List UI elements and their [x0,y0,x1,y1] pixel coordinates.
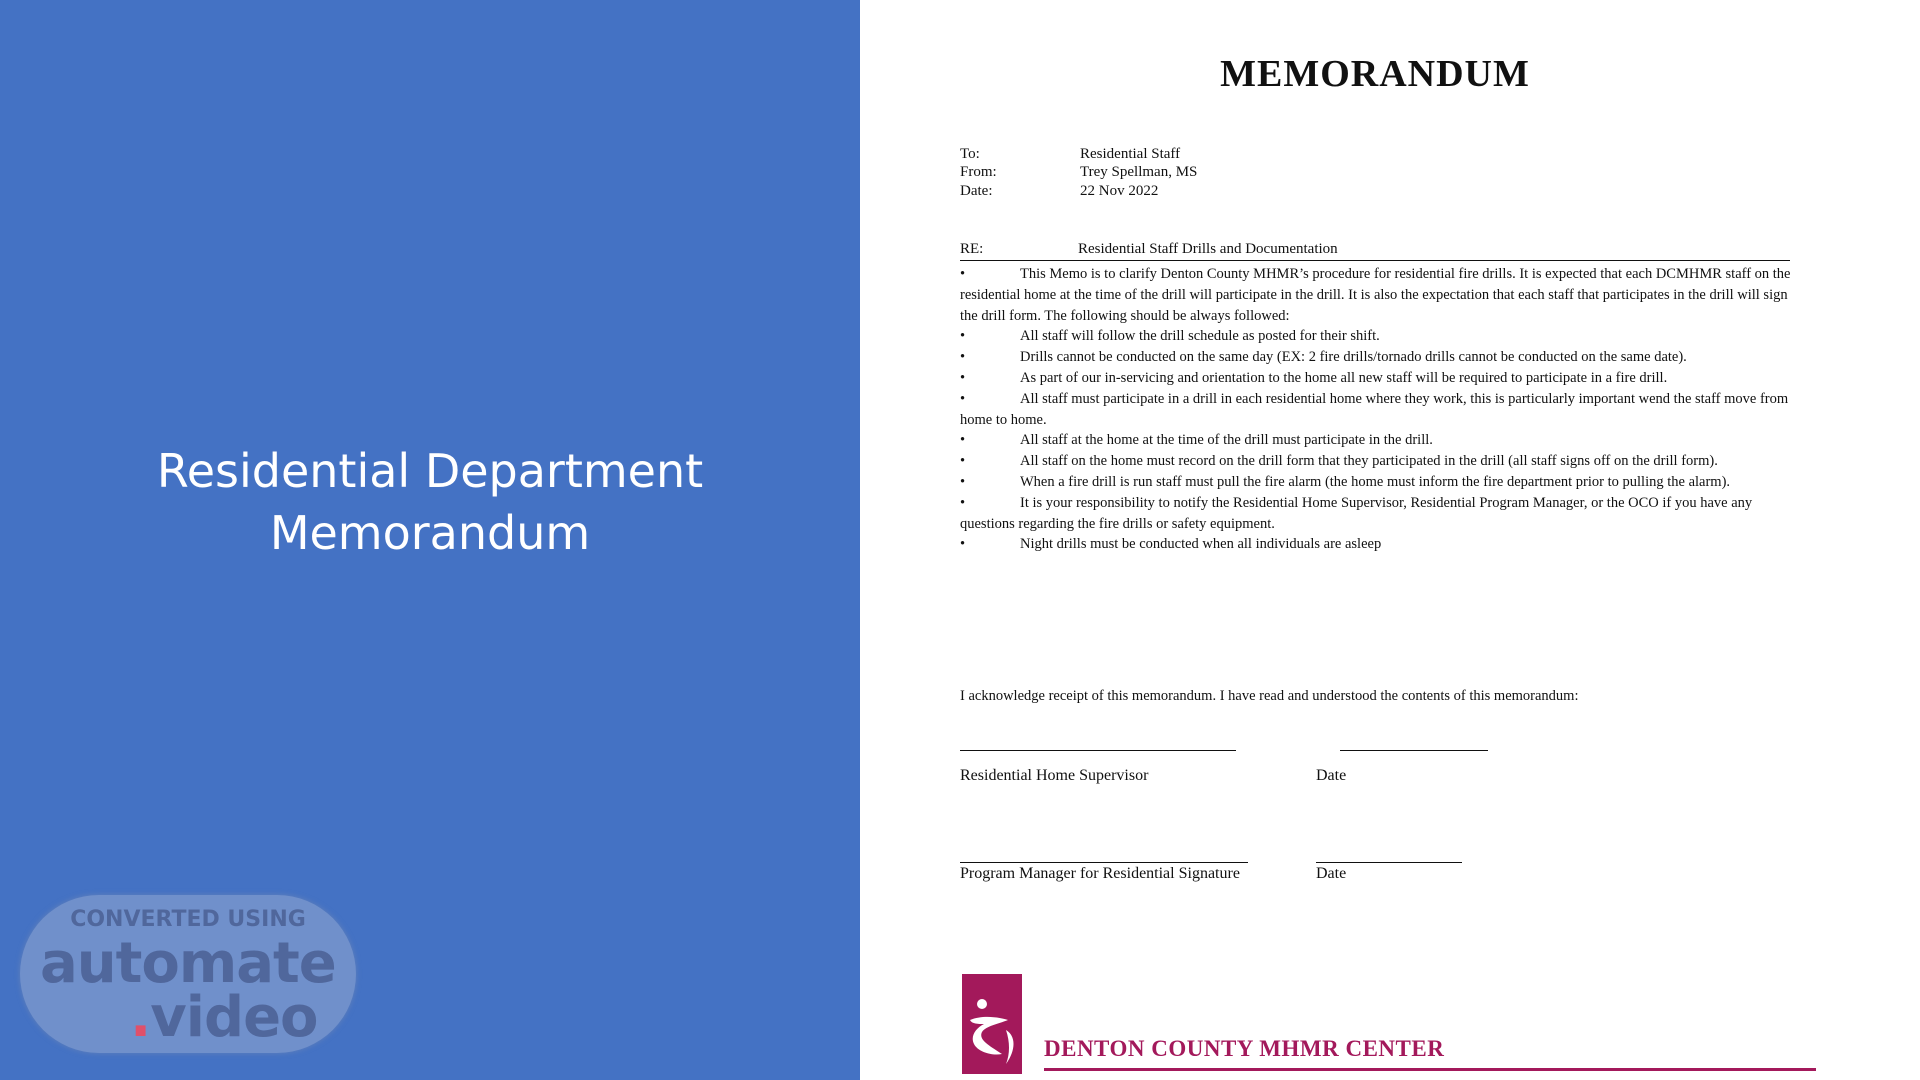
watermark-dot: . [130,985,151,1050]
memo-bullet: • All staff will follow the drill schedule as posted for their shift. [960,328,1380,345]
mhmr-logo-icon [962,974,1022,1074]
memo-bullet: • All staff at the home at the time of the drill must participate in the drill. [960,432,1433,449]
memo-from-value: Trey Spellman, MS [1080,164,1198,180]
acknowledgment-statement: I acknowledge receipt of this memorandum. I have read and understood the contents of this memorandum: [960,688,1579,704]
memo-from-row [960,163,1197,182]
manager-date-line [1316,862,1462,863]
manager-signature-line [960,862,1248,863]
memo-date-label: Date: [960,183,993,199]
supervisor-date-line [1340,750,1488,751]
memo-from-label: From: [960,164,997,180]
converted-watermark [20,895,356,1053]
memo-to-label: To: [960,146,980,162]
manager-date-label: Date [1316,865,1347,882]
memo-date-value: 22 Nov 2022 [1080,183,1159,199]
memo-bullet-list [960,264,1792,555]
memo-subject-label: RE: [960,241,984,257]
watermark-word-automate: automate [40,931,336,996]
supervisor-signature-label: Residential Home Supervisor [960,767,1149,784]
watermark-word-video-text: video [150,985,318,1050]
memo-bullet: • All staff on the home must record on the drill form that they participated in the drill (all staff signs off on the drill form). [960,453,1718,470]
memo-bullet: • This Memo is to clarify Denton County MHMR’s procedure for residential fire drills. It is expected that each DCMHMR staff on the residential home at the time of the drill will participate in the drill. It is also the expectation that each staff that participates in the drill will sign the drill form. The following should be always followed: [960,266,1791,324]
memo-to-row [960,145,1180,164]
title-panel [0,0,860,1080]
memo-bullet: • It is your responsibility to notify the Residential Home Supervisor, Residential Program Manager, or the OCO if you have any questions regarding the fire drills or safety equipment. [960,494,1753,532]
supervisor-date-label: Date [1316,767,1347,784]
memo-bullet: • Drills cannot be conducted on the same day (EX: 2 fire drills/tornado drills cannot be conducted on the same date). [960,349,1687,366]
memo-to-value: Residential Staff [1080,146,1181,162]
memo-date-row [960,182,1158,201]
memo-subject-row [960,240,1790,261]
organization-rule [1044,1068,1816,1071]
memo-bullet: • All staff must participate in a drill in each residential home where they work, this is particularly important wend the staff move from home to home. [960,390,1789,428]
slide-title-line-1: Residential Department [156,444,704,498]
watermark-caption: CONVERTED USING [70,907,306,932]
memo-bullet: • As part of our in-servicing and orientation to the home all new staff will be required to participate in a fire drill. [960,369,1668,386]
memo-bullet: • When a fire drill is run staff must pull the fire alarm (the home must inform the fire department prior to pulling the alarm). [960,473,1731,490]
watermark-word-video [130,985,318,1050]
manager-signature-label: Program Manager for Residential Signature [960,865,1240,882]
slide-title-line-2: Memorandum [269,506,591,560]
supervisor-signature-line [960,750,1236,751]
organization-name: DENTON COUNTY MHMR CENTER [1044,1036,1445,1061]
slide-title [0,440,860,564]
memo-document [860,0,1920,1080]
memo-bullet: • Night drills must be conducted when all individuals are asleep [960,536,1382,553]
memo-subject-value: Residential Staff Drills and Documentation [1078,241,1338,257]
memo-heading: MEMORANDUM [1220,53,1530,95]
